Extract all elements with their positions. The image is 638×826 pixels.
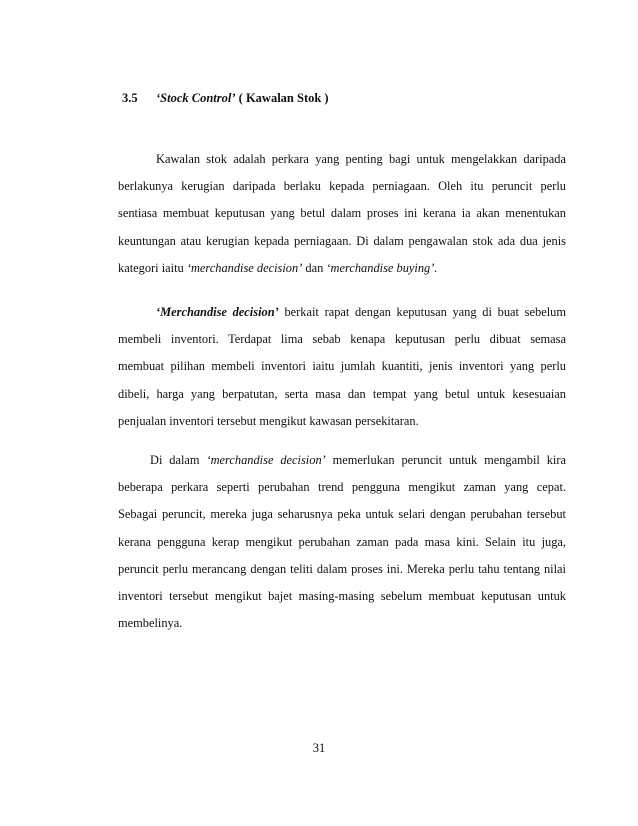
paragraph-line: kerana pengguna kerap mengikut perubahan zaman pada masa kini. Selain itu juga, [118, 534, 566, 549]
paragraph-line: penjualan inventori tersebut mengikut kawasan persekitaran. [118, 413, 419, 428]
text-run: berkait rapat dengan keputusan yang di buat sebelum [278, 305, 566, 319]
paragraph-line [118, 447, 566, 474]
paragraph-line: inventori tersebut mengikut bajet masing-masing sebelum membuat keputusan untuk [118, 588, 566, 603]
text-run: dan [302, 260, 327, 275]
section-title-malay: ( Kawalan Stok ) [235, 91, 329, 105]
paragraph-line [118, 299, 566, 326]
paragraph-line: berlakunya kerugian daripada berlaku kepada perniagaan. Oleh itu peruncit perlu [118, 179, 566, 194]
paragraph-line [118, 255, 566, 282]
paragraph-line: membuat pilihan membeli inventori iaitu jumlah kuantiti, jenis inventori yang perlu [118, 359, 566, 374]
paragraph-line: Kawalan stok adalah perkara yang penting bagi untuk mengelakkan daripada [156, 152, 566, 166]
emphasis-merchandise-buying: ‘merchandise buying’. [326, 260, 438, 275]
paragraph-line: membelinya. [118, 616, 183, 631]
section-title-english: ‘Stock Control’ [156, 91, 236, 105]
emphasis-merchandise-decision: ‘merchandise decision’ [206, 453, 326, 467]
paragraph-line: membeli inventori. Terdapat lima sebab kenapa keputusan perlu dibuat semasa [118, 332, 566, 347]
paragraph-line: keuntungan atau kerugian kepada perniagaan. Di dalam pengawalan stok ada dua jenis [118, 233, 566, 248]
paragraph-line: peruncit perlu merancang dengan teliti dalam proses ini. Mereka perlu tahu tentang nilai [118, 561, 566, 576]
section-heading [122, 91, 329, 106]
text-run: Di dalam [150, 453, 207, 467]
paragraph-line: sentiasa membuat keputusan yang betul dalam proses ini kerana ia akan menentukan [118, 206, 566, 221]
text-run: kategori iaitu [118, 260, 187, 275]
paragraph-merchandise-decision [118, 299, 566, 435]
paragraph-line: beberapa perkara seperti perubahan trend pengguna mengikut zaman yang cepat. [118, 480, 566, 495]
paragraph-line: Sebagai peruncit, mereka juga seharusnya peka untuk selari dengan perubahan tersebut [118, 507, 566, 522]
emphasis-merchandise-decision: ‘Merchandise decision’ [156, 305, 279, 319]
paragraph-kawalan-stok [118, 146, 566, 282]
emphasis-merchandise-decision: ‘merchandise decision’ [186, 260, 303, 275]
section-number: 3.5 [122, 91, 138, 105]
paragraph-line: dibeli, harga yang berpatutan, serta masa dan tempat yang betul untuk kesesuaian [118, 386, 566, 401]
page-number: 31 [312, 741, 326, 755]
text-run: memerlukan peruncit untuk mengambil kira [325, 453, 566, 467]
paragraph-di-dalam [118, 447, 566, 637]
